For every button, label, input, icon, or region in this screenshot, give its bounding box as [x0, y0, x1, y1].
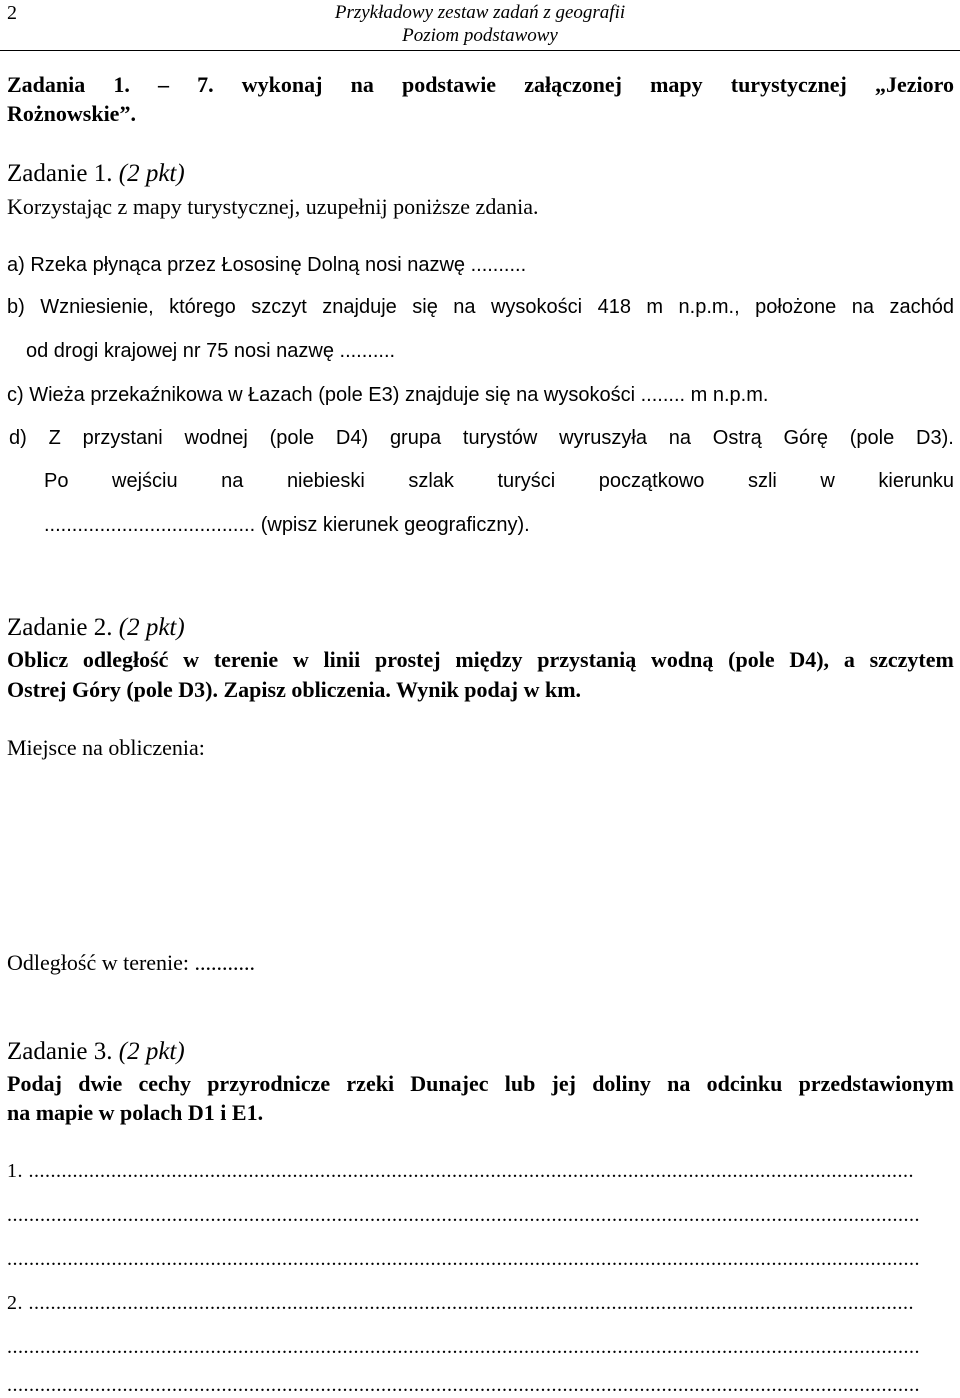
word: terenie [213, 647, 279, 672]
word: n.p.m., [678, 296, 740, 318]
task2-points: (2 pkt) [118, 614, 185, 641]
word: położone [755, 296, 837, 318]
word: turystycznej [730, 72, 847, 97]
word: wodnej [184, 427, 248, 449]
task1-instruction: Korzystając z mapy turystycznej, uzupełnij poniższe zdania. [7, 194, 539, 219]
header-divider [0, 50, 960, 51]
word: Podaj [7, 1071, 62, 1096]
task1-item-d-line2 [44, 470, 954, 493]
word: na [851, 296, 875, 318]
answer-line[interactable]: 2. ................................................................................................................................................................. [7, 1292, 914, 1314]
word: d) [9, 427, 27, 449]
word: mapy [650, 72, 703, 97]
word: Górę [783, 427, 828, 449]
header-title: Przykładowy zestaw zadań z geografii [334, 2, 626, 23]
word: wykonaj [241, 72, 323, 97]
word: – [158, 72, 170, 97]
task1-points: (2 pkt) [118, 160, 185, 187]
word: Zadania [7, 72, 86, 97]
word: (pole [269, 427, 315, 449]
word: przystani [82, 427, 163, 449]
task1-item-a: a) Rzeka płynąca przez Łososinę Dolną nosi nazwę .......... [7, 254, 527, 276]
word: „Jezioro [874, 72, 954, 97]
task3-instruction-line1 [7, 1071, 954, 1097]
word: grupa [389, 427, 442, 449]
word: doliny [592, 1071, 651, 1096]
word: wyruszyła [559, 427, 647, 449]
word: (pole [728, 647, 775, 672]
word: 7. [197, 72, 214, 97]
task1-item-d-line1 [9, 427, 954, 450]
task1-item-b-line2: od drogi krajowej nr 75 nosi nazwę .......... [26, 340, 396, 362]
answer-line[interactable]: ...................................................................................................................................................................... [7, 1336, 920, 1358]
task2-title [7, 614, 185, 642]
word: 1. [113, 72, 130, 97]
task3-number: Zadanie 3. [7, 1038, 113, 1065]
word: znajduje [322, 296, 397, 318]
word: na [453, 296, 476, 318]
word: Oblicz [7, 647, 69, 672]
word: m [646, 296, 664, 318]
word: turyści [497, 470, 556, 492]
word: w [820, 470, 835, 492]
word: szczyt [251, 296, 307, 318]
answer-line[interactable]: ...................................................................................................................................................................... [7, 1374, 920, 1396]
word: Z [48, 427, 61, 449]
word: wejściu [112, 470, 178, 492]
word: prostej [374, 647, 441, 672]
word: przystanią [537, 647, 637, 672]
word: (pole [849, 427, 895, 449]
word: w [292, 647, 309, 672]
calculation-area-label: Miejsce na obliczenia: [7, 735, 205, 760]
word: wysokości [490, 296, 583, 318]
task3-title [7, 1038, 185, 1066]
word: b) [7, 296, 25, 318]
word: jej [551, 1071, 576, 1096]
word: dwie [78, 1071, 123, 1096]
word: załączonej [524, 72, 622, 97]
answer-line[interactable]: 1. ................................................................................................................................................................. [7, 1160, 914, 1182]
task1-item-b-line1 [7, 296, 954, 319]
task1-number: Zadanie 1. [7, 160, 113, 187]
word: D4) [335, 427, 369, 449]
word: na [221, 470, 244, 492]
word: wodną [651, 647, 714, 672]
word: między [455, 647, 523, 672]
word: szczytem [869, 647, 954, 672]
word: początkowo [598, 470, 705, 492]
answer-line[interactable]: ...................................................................................................................................................................... [7, 1204, 920, 1226]
word: na [668, 427, 691, 449]
word: a [843, 647, 855, 672]
word: niebieski [286, 470, 365, 492]
task1-item-c: c) Wieża przekaźnikowa w Łazach (pole E3) znajduje się na wysokości ........ m n.p.m. [7, 384, 769, 406]
distance-answer-field[interactable]: Odległość w terenie: ........... [7, 950, 256, 975]
header-level: Poziom podstawowy [402, 25, 558, 46]
task3-points: (2 pkt) [118, 1038, 185, 1065]
task1-title [7, 160, 185, 188]
word: którego [169, 296, 236, 318]
word: rzeki [346, 1071, 395, 1096]
word: na [350, 72, 374, 97]
task1-item-d-line3: ...................................... (wpisz kierunek geograficzny). [44, 514, 530, 536]
answer-line[interactable]: ...................................................................................................................................................................... [7, 1248, 920, 1270]
word: się [412, 296, 438, 318]
word: odległość [82, 647, 169, 672]
word: podstawie [401, 72, 497, 97]
word: D3). [916, 427, 954, 449]
word: przyrodnicze [207, 1071, 331, 1096]
word: Dunajec [410, 1071, 489, 1096]
task3-instruction-line2: na mapie w polach D1 i E1. [7, 1100, 264, 1125]
task2-instruction-line2: Ostrej Góry (pole D3). Zapisz obliczenia. Wynik podaj w km. [7, 677, 582, 702]
task2-number: Zadanie 2. [7, 614, 113, 641]
word: turystów [462, 427, 538, 449]
word: odcinku [706, 1071, 783, 1096]
word: Ostrą [712, 427, 762, 449]
intro-line-2: Rożnowskie”. [7, 101, 136, 126]
intro-line-1 [7, 72, 954, 98]
word: cechy [138, 1071, 191, 1096]
word: w [183, 647, 200, 672]
word: zachód [889, 296, 954, 318]
word: 418 [597, 296, 631, 318]
word: lub [504, 1071, 536, 1096]
word: szlak [408, 470, 454, 492]
word: linii [323, 647, 361, 672]
word: D4), [789, 647, 830, 672]
word: przedstawionym [798, 1071, 954, 1096]
word: szli [747, 470, 777, 492]
page-number: 2 [7, 2, 17, 24]
word: Po [44, 470, 69, 492]
word: kierunku [878, 470, 954, 492]
task2-instruction-line1 [7, 647, 954, 673]
word: na [667, 1071, 691, 1096]
word: Wzniesienie, [40, 296, 154, 318]
